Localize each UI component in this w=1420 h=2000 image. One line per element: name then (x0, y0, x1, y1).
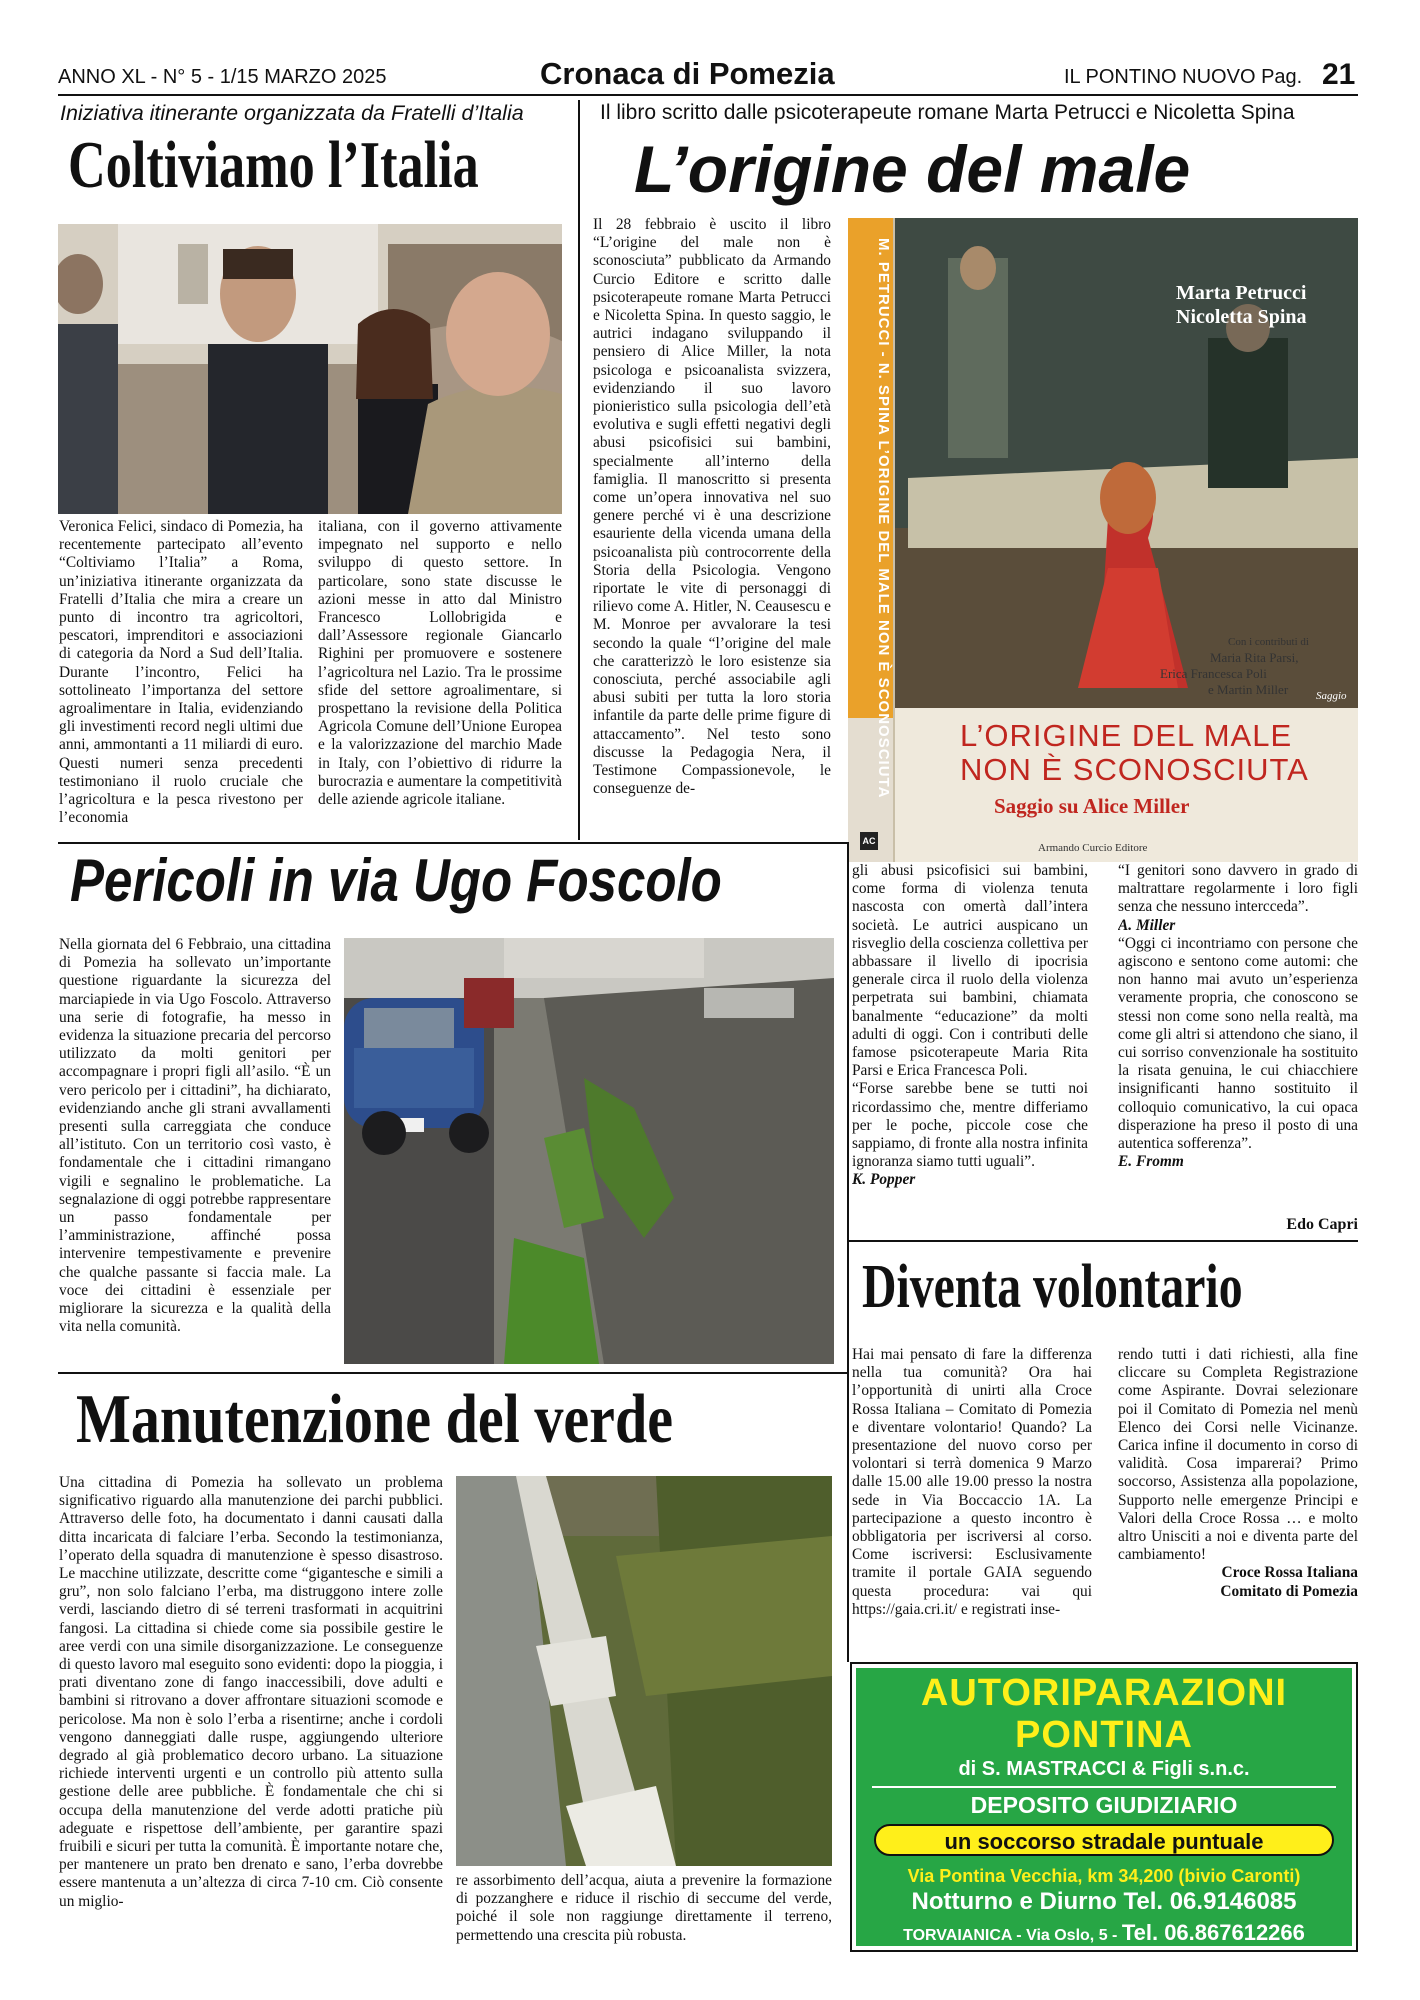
book-spine: M. PETRUCCI - N. SPINA L’ORIGINE DEL MALE NON È SCONOSCIUTA (875, 238, 892, 799)
italia-photo (58, 224, 562, 514)
volontario-top-rule (848, 1240, 1358, 1242)
male-bottom-rule (58, 842, 848, 844)
paper-name (1064, 66, 1302, 89)
male-col2-paragraph: gli abusi psicofisici sui bambini, come forma di violenza tenuta nascosta con omertà dall’intera società. Le autrici auspicano un risveglio della coscienza collettiva per abbassare il livello di ipocrisia generale circa il ruolo della violenza perpetrata sui bambini, chiamata banalmente “educazione” da molti adulti di oggi. Con i contributi delle famose psicoterapeute Maria Rita Parsi e Erica Francesca Poli. (852, 862, 1088, 1080)
quote-author-miller: A. Miller (1118, 916, 1176, 934)
book-publisher: Armando Curcio Editore (1038, 842, 1148, 854)
ad-line-5: un soccorso stradale puntuale (874, 1824, 1334, 1856)
quote-author-fromm: E. Fromm (1118, 1153, 1184, 1171)
volontario-text-col2 (1118, 1346, 1358, 1626)
verde-text-col2: re assorbimento dell’acqua, aiuta a prevenire la formazione di pozzanghere e riduce il rischio di seccume del verde, poiché il sole non raggiunge direttamente il terreno, permettendo una crescita più robusta. (456, 1872, 832, 1944)
male-signature: Edo Capri (1286, 1216, 1358, 1233)
ad-line-8 (852, 1920, 1356, 1946)
book-title-1: L’ORIGINE DEL MALE (960, 718, 1293, 753)
verde-text-col1: Una cittadina di Pomezia ha sollevato un problema significativo riguardo alla manutenzione dei parchi pubblici. Attraverso delle foto, ha documentato i danni causati dalla ditta incaricata di falciare l’erba. Secondo la testimonianza, l’operato della squadra di manutenzione è spesso disastroso. Le macchine utilizzate, descritte come “gigantesche e simili a gru”, non solo falciano l’erba, ma distruggono intere zolle verdi, lasciando dietro di sé terreni trasformati in acquitrini fangosi. La cittadina si chiede come sia possibile gestire le aree verdi con una simile disorganizzazione. Le conseguenze di questo lavoro mal eseguito sono evidenti: dopo la pioggia, i prati diventano zone di fango inaccessibili, dove adulti e bambini si ritrovano a dover affrontare situazioni scomode e pericolose. Ma non è solo l’erba a risentirne; anche i cordoli vengono danneggiati dalle ruspe, aggiungendo ulteriore degrado al già problematico decoro urbano. La situazione richiede interventi urgenti e un controllo più attento sulla gestione delle aree pubbliche. È fondamentale che chi si occupa della manutenzione del verde adotti pratiche più adeguate e rispettose dell’ambiente, per garantire spazi fruibili e sicuri per tutta la comunità. È importante notare che, per mantenere un prato ben drenato e sano, l’erba dovrebbe essere mantenuta a un’altezza di circa 7-10 cm. Ciò consente un miglio- (59, 1474, 443, 1910)
male-text-col2 (852, 862, 1088, 1232)
book-author-1: Marta Petrucci (1176, 282, 1307, 304)
paper-title: IL PONTINO NUOVO (1064, 66, 1256, 88)
volontario-signature-1: Croce Rossa Italiana (1221, 1564, 1358, 1582)
verde-photo (456, 1476, 832, 1866)
book-contrib-1: Maria Rita Parsi, (1210, 650, 1299, 665)
page-number: 21 (1322, 58, 1356, 91)
ad-line-2: PONTINA (1015, 1714, 1193, 1756)
publisher-logo: AC (860, 832, 878, 850)
ad-line-4: DEPOSITO GIUDIZIARIO (970, 1792, 1238, 1818)
book-contrib-2: Erica Francesca Poli (1160, 666, 1267, 681)
ad-line-8-address: TORVAIANICA - Via Oslo, 5 - (903, 1927, 1118, 1944)
page-label: Pag. (1261, 66, 1303, 88)
column-divider (578, 100, 580, 840)
book-subtitle: Saggio su Alice Miller (994, 794, 1190, 818)
book-contrib-3: e Martin Miller (1208, 682, 1289, 697)
issue-info: ANNO XL - N° 5 - 1/15 MARZO 2025 (58, 66, 387, 88)
verde-title: Manutenzione del verde (76, 1381, 674, 1458)
volontario-text-col1: Hai mai pensato di fare la differenza nella tua comunità? Ora hai l’opportunità di unirti alla Croce Rossa Italiana – Comitato di Pomezia e diventare volontario! Quando? La presentazione del nuovo corso per volontari si terrà domenica 9 Marzo dalle 15.00 alle 19.00 presso la nostra sede in Via Boccaccio 1A. La partecipazione a questo incontro è obbligatoria per iscriversi al corso. Come iscriversi: Esclusivamente tramite il portale GAIA seguendo questa procedura: vai qui https://gaia.cri.it/ e registrati inse- (852, 1346, 1092, 1618)
foscolo-text: Nella giornata del 6 Febbraio, una cittadina di Pomezia ha sollevato un’importante questione riguardante la sicurezza del marciapiede in via Ugo Foscolo. Attraverso una serie di fotografie, ha messo in evidenza la situazione precaria del percorso utilizzato da molti genitori per accompagnare i propri figli all’asilo. “È un vero pericolo per i cittadini”, ha dichiarato, evidenziando anche gli strani avvallamenti presenti sulla carreggiata che conduce all’istituto. Con un territorio così vasto, è fondamentale che i cittadini rimangano vigili e segnalino le problematiche. La segnalazione di oggi potrebbe rappresentare un passo fondamentale per l’amministrazione, affinché possa intervenire tempestivamente e prevenire che qualche passante si faccia male. La voce dei cittadini è essenziale per migliorare la sicurezza e la qualità della vita nella comunità. (59, 936, 331, 1336)
foscolo-photo (344, 938, 834, 1364)
volontario-signature-2: Comitato di Pomezia (1220, 1582, 1358, 1600)
male-kicker: Il libro scritto dalle psicoterapeute romane Marta Petrucci e Nicoletta Spina (600, 101, 1295, 124)
book-title-2: NON È SCONOSCIUTA (960, 752, 1309, 787)
male-text-col3 (1118, 862, 1358, 1232)
foscolo-title: Pericoli in via Ugo Foscolo (70, 847, 722, 914)
male-text-col1: Il 28 febbraio è uscito il libro “L’origine del male non è sconosciuta” pubblicato da Armando Curcio Editore e scritto dalle psicoterapeute romane Marta Petrucci e Nicoletta Spina. In questo saggio, le autrici indagano sviluppando il pensiero di Alice Miller, la nota psicologa e psicoanalista svizzera, evidenziando il suo lavoro pionieristico sulla psicologia dell’età evolutiva e sugli effetti negativi degli abusi psicofisici sui bambini, specialmente all’interno della famiglia. Il manoscritto si presenta come un’opera innovativa nel suo genere perché vi è una descrizione esauriente della vicenda umana della psicoanalista più controcorrente della Storia della Psicologia. Vengono riportate le vite di personaggi di rilievo come A. Hitler, N. Ceausescu e M. Monroe per avvalorare la tesi secondo la quale “l’origine del male che caratterizzò le loro esistenze sia conosciuta, perché associabile agli abusi subiti per tutta la loro storia infantile da parte delle prime figure di attaccamento”. Nel testo sono discusse la Pedagogia Nera, il Testimone Compassionevole, le conseguenze de- (593, 216, 831, 798)
male-quote-fromm: “Oggi ci incontriamo con persone che agiscono e sentono come automi: che non hanno mai avuto un’esperienza veramente propria, che conoscono se stessi non come sono nella realtà, ma come gli altri si attendono che siano, il cui sorriso convenzionale ha sostituito la risata genuina, le cui chiacchiere insignificanti hanno sostituito il colloquio comunicativo, la cui opaca disperazione ha preso il posto di una autentica sofferenza”. (1118, 934, 1358, 1153)
ad-autoriparazioni (850, 1662, 1358, 1952)
ad-line-8-phone: Tel. 06.867612266 (1121, 1920, 1305, 1945)
volontario-col2-paragraph: rendo tutti i dati richiesti, alla fine cliccare su Completa Registrazione come Aspirante. Dovrai selezionare poi il Comitato di Pomezia nel menù Elenco dei Corsi nelle Vicinanze. Carica infine il documento in corso di validità. Cosa imparerai? Primo soccorso, Assistenza alla popolazione, Supporto nelle emergenze Principi e Valori della Croce Rossa … e molto altro Unisciti a noi e diventa parte del cambiamento! (1118, 1346, 1358, 1564)
ad-line-3: di S. MASTRACCI & Figli s.n.c. (958, 1758, 1250, 1780)
book-series: Saggio (1316, 690, 1347, 702)
foscolo-bottom-rule (58, 1372, 848, 1374)
male-quote-popper: “Forse sarebbe bene se tutti noi ricordassimo che, mentre differiamo per le poche, piccole cose che sappiamo, di fronte alla nostra infinita ignoranza siamo tutti uguali”. (852, 1080, 1088, 1171)
book-author-2: Nicoletta Spina (1176, 306, 1307, 328)
ad-line-7: Notturno e Diurno Tel. 06.9146085 (911, 1888, 1297, 1915)
italia-text-col2: italiana, con il governo attivamente impegnato nel supporto e nello sviluppo di questo settore. In particolare, sono state discusse le azioni messe in atto dal Ministro Francesco Lollobrigida e dall’Assessore regionale Giancarlo Righini per promuovere e sostenere l’agricoltura nel Lazio. Tra le prossime sfide del settore agroalimentare, si prospettano la revisione della Politica Agricola Comune dell’Unione Europea e la valorizzazione del marchio Made in Italy, con l’obiettivo di ridurre la burocrazia e aumentare la competitività delle aziende agricole italiane. (318, 518, 562, 809)
header-rule (58, 94, 1358, 96)
book-cover (848, 218, 1358, 862)
quote-author-popper: K. Popper (852, 1171, 916, 1189)
book-contrib-label: Con i contributi di (1228, 636, 1309, 648)
italia-text-col1: Veronica Felici, sindaco di Pomezia, ha recentemente partecipato all’evento “Coltiviamo l’Italia” a Roma, un’iniziativa itinerante organizzata da Fratelli d’Italia che mira a creare un punto di incontro tra agricoltori, pescatori, imprenditori e associazioni di categoria da Nord a Sud dell’Italia. Durante l’incontro, Felici ha sottolineato l’importanza del settore agroalimentare in Italia, evidenziando gli investimenti record negli ultimi due anni, ammontanti a 11 miliardi di euro. Questi numeri senza precedenti testimoniano il ruolo cruciale che l’agricoltura e la pesca rivestono per l’economia (59, 518, 303, 827)
section-title: Cronaca di Pomezia (540, 56, 835, 91)
italia-title: Coltiviamo l’Italia (68, 128, 479, 202)
right-column-divider (847, 842, 849, 1662)
male-quote-miller: “I genitori sono davvero in grado di maltrattare regolarmente i loro figli senza che nessuno intercceda”. (1118, 862, 1358, 916)
male-title: L’origine del male (634, 132, 1191, 206)
ad-line-6: Via Pontina Vecchia, km 34,200 (bivio Caronti) (907, 1866, 1301, 1886)
ad-line-1: AUTORIPARAZIONI (920, 1672, 1288, 1714)
italia-kicker: Iniziativa itinerante organizzata da Fratelli d’Italia (60, 101, 524, 125)
volontario-title: Diventa volontario (862, 1253, 1243, 1321)
ad-divider (872, 1786, 1336, 1788)
